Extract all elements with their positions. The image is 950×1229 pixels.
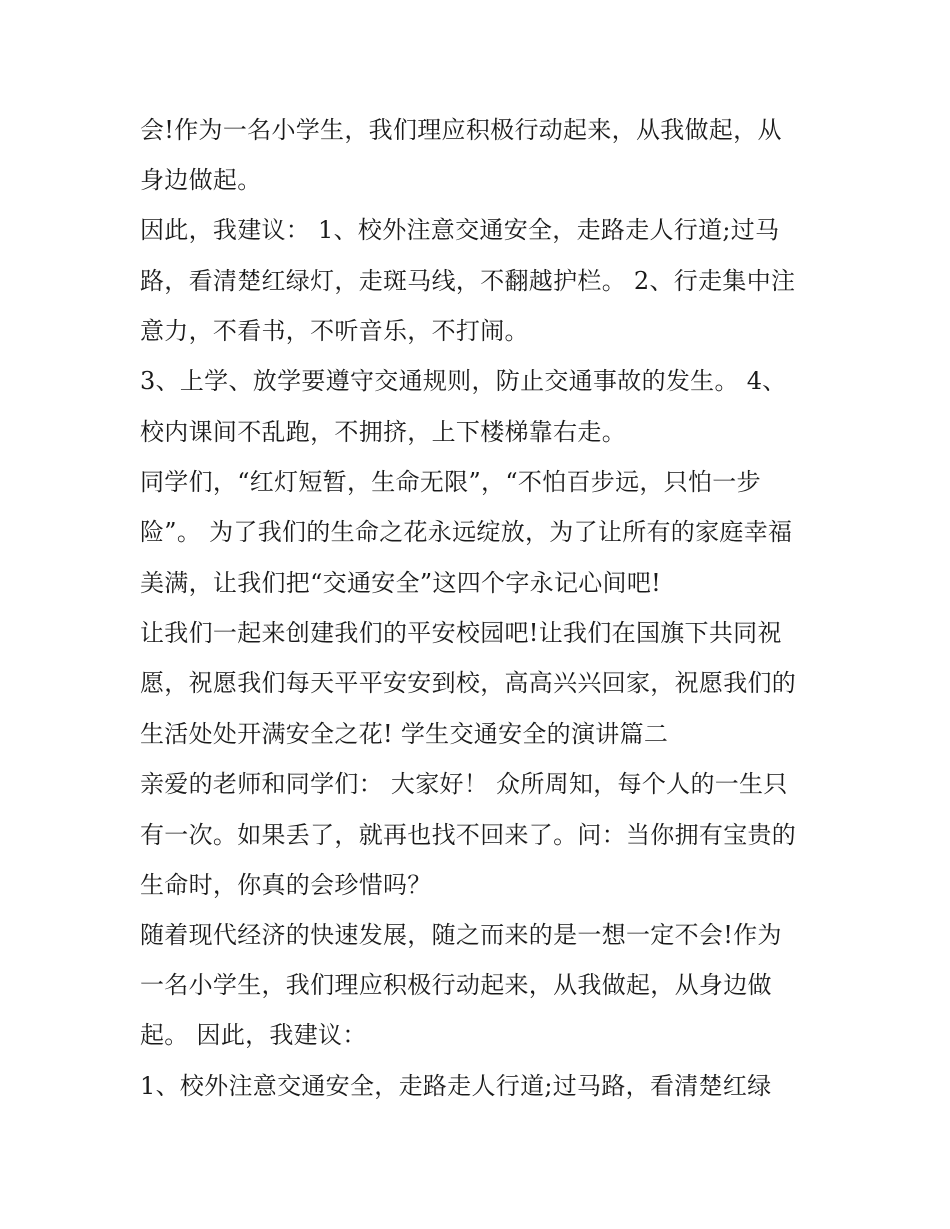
text-line: 身边做起。 bbox=[140, 166, 262, 194]
text-line: 一名小学生，我们理应积极行动起来，从我做起，从身边做 bbox=[140, 971, 772, 999]
text-line: 生命时，你真的会珍惜吗？ bbox=[140, 871, 432, 899]
text-line: 让我们一起来创建我们的平安校园吧!让我们在国旗下共同祝 bbox=[140, 619, 782, 647]
text-line: 生活处处开满安全之花! 学生交通安全的演讲篇二 bbox=[140, 720, 669, 748]
text-line: 亲爱的老师和同学们： 大家好！ 众所周知，每个人的一生只 bbox=[140, 770, 788, 798]
text-line: 随着现代经济的快速发展，随之而来的是一想一定不会!作为 bbox=[140, 921, 782, 949]
text-line: 1、校外注意交通安全，走路走人行道;过马路，看清楚红绿 bbox=[140, 1072, 772, 1100]
text-line: 路，看清楚红绿灯，走斑马线，不翻越护栏。 2、行走集中注 bbox=[140, 267, 796, 295]
text-line: 因此，我建议： 1、校外注意交通安全，走路走人行道;过马 bbox=[140, 216, 780, 244]
text-line: 有一次。如果丢了，就再也找不回来了。问：当你拥有宝贵的 bbox=[140, 821, 797, 849]
text-line: 起。 因此，我建议： bbox=[140, 1021, 367, 1049]
text-line: 险”。 为了我们的生命之花永远绽放，为了让所有的家庭幸福 bbox=[140, 518, 793, 546]
text-line: 同学们，“红灯短暂，生命无限”，“不怕百步远，只怕一步 bbox=[140, 468, 761, 496]
text-line: 会!作为一名小学生，我们理应积极行动起来，从我做起，从 bbox=[140, 116, 782, 144]
text-line: 美满，让我们把“交通安全”这四个字永记心间吧! bbox=[140, 569, 662, 597]
text-line: 3、上学、放学要遵守交通规则，防止交通事故的发生。 4、 bbox=[140, 367, 787, 395]
text-line: 校内课间不乱跑，不拥挤，上下楼梯靠右走。 bbox=[140, 418, 626, 446]
text-line: 意力，不看书，不听音乐，不打闹。 bbox=[140, 317, 529, 345]
text-line: 愿，祝愿我们每天平平安安到校，高高兴兴回家，祝愿我们的 bbox=[140, 669, 797, 697]
